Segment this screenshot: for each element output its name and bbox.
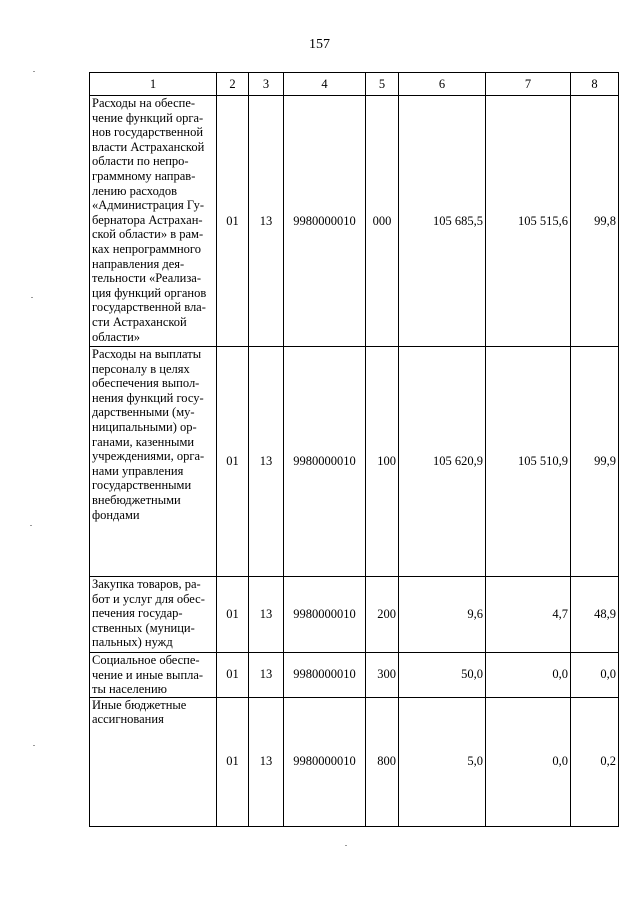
subsection-code-cell: 13 [249,577,284,653]
expense-type-cell: 300 [366,653,399,698]
header-col-5: 5 [366,73,399,96]
subsection-code-cell: 13 [249,347,284,577]
header-col-7: 7 [486,73,571,96]
expense-type-cell: 800 [366,697,399,826]
row-name-cell [90,653,217,698]
scan-speck [31,297,33,298]
header-col-8: 8 [571,73,619,96]
row-name: Социальное обеспе- чение и иные выпла- ты населению [92,653,204,697]
target-article-cell: 9980000010 [284,577,366,653]
scan-speck [33,745,35,746]
section-code-cell: 01 [217,347,249,577]
header-col-4: 4 [284,73,366,96]
planned-amount-cell: 9,6 [399,577,486,653]
page-number: 157 [309,37,330,52]
expense-type-cell: 200 [366,577,399,653]
executed-amount-cell: 0,0 [486,653,571,698]
header-row [90,73,619,96]
executed-amount-cell: 4,7 [486,577,571,653]
expense-type-cell: 000 [366,96,399,347]
executed-amount-cell: 105 510,9 [486,347,571,577]
section-code-cell: 01 [217,96,249,347]
row-name-cell [90,96,217,347]
execution-percent-cell: 99,8 [571,96,619,347]
row-name: Иные бюджетные ассигнования [92,697,187,727]
target-article-cell: 9980000010 [284,697,366,826]
execution-percent-cell: 48,9 [571,577,619,653]
section-code-cell: 01 [217,577,249,653]
executed-amount-cell: 105 515,6 [486,96,571,347]
planned-amount-cell: 5,0 [399,697,486,826]
scan-speck [30,525,32,526]
execution-percent-cell: 99,9 [571,347,619,577]
scan-speck [33,71,35,72]
subsection-code-cell: 13 [249,653,284,698]
execution-percent-cell: 0,2 [571,697,619,826]
header-col-2: 2 [217,73,249,96]
target-article-cell: 9980000010 [284,96,366,347]
row-name-cell [90,577,217,653]
row-name: Закупка товаров, ра- бот и услуг для обес- печения государ- ственных (муници- пальных) нужд [92,577,205,650]
planned-amount-cell: 105 685,5 [399,96,486,347]
planned-amount-cell: 50,0 [399,653,486,698]
executed-amount-cell: 0,0 [486,697,571,826]
budget-table [89,72,619,827]
target-article-cell: 9980000010 [284,347,366,577]
row-name: Расходы на выплаты персоналу в целях обеспечения выпол- нения функций госу- дарственными (му- ниципальными) ор- ганами, казенными учреждениями, орга- нами управления государственными внебюджетными фондами [92,347,205,522]
target-article-cell: 9980000010 [284,653,366,698]
expense-type-cell: 100 [366,347,399,577]
row-name-cell [90,347,217,577]
table-row [90,577,619,653]
table-row [90,96,619,347]
planned-amount-cell: 105 620,9 [399,347,486,577]
table-row [90,653,619,698]
section-code-cell: 01 [217,697,249,826]
table-row [90,697,619,826]
execution-percent-cell: 0,0 [571,653,619,698]
row-name: Расходы на обеспе- чение функций орга- нов государственной власти Астраханской области по непро- граммному направ- лению расходов «Администрация Гу- бернатора Астрахан- ской области» в рам- ках непрограммного направления дея- тельности «Реализа- ция функций органов государственной вла- сти Астраханской области» [92,96,207,344]
subsection-code-cell: 13 [249,697,284,826]
row-name-cell [90,697,217,826]
section-code-cell: 01 [217,653,249,698]
scan-speck [345,845,347,846]
table-row [90,347,619,577]
header-col-3: 3 [249,73,284,96]
subsection-code-cell: 13 [249,96,284,347]
header-col-1: 1 [90,73,217,96]
header-col-6: 6 [399,73,486,96]
